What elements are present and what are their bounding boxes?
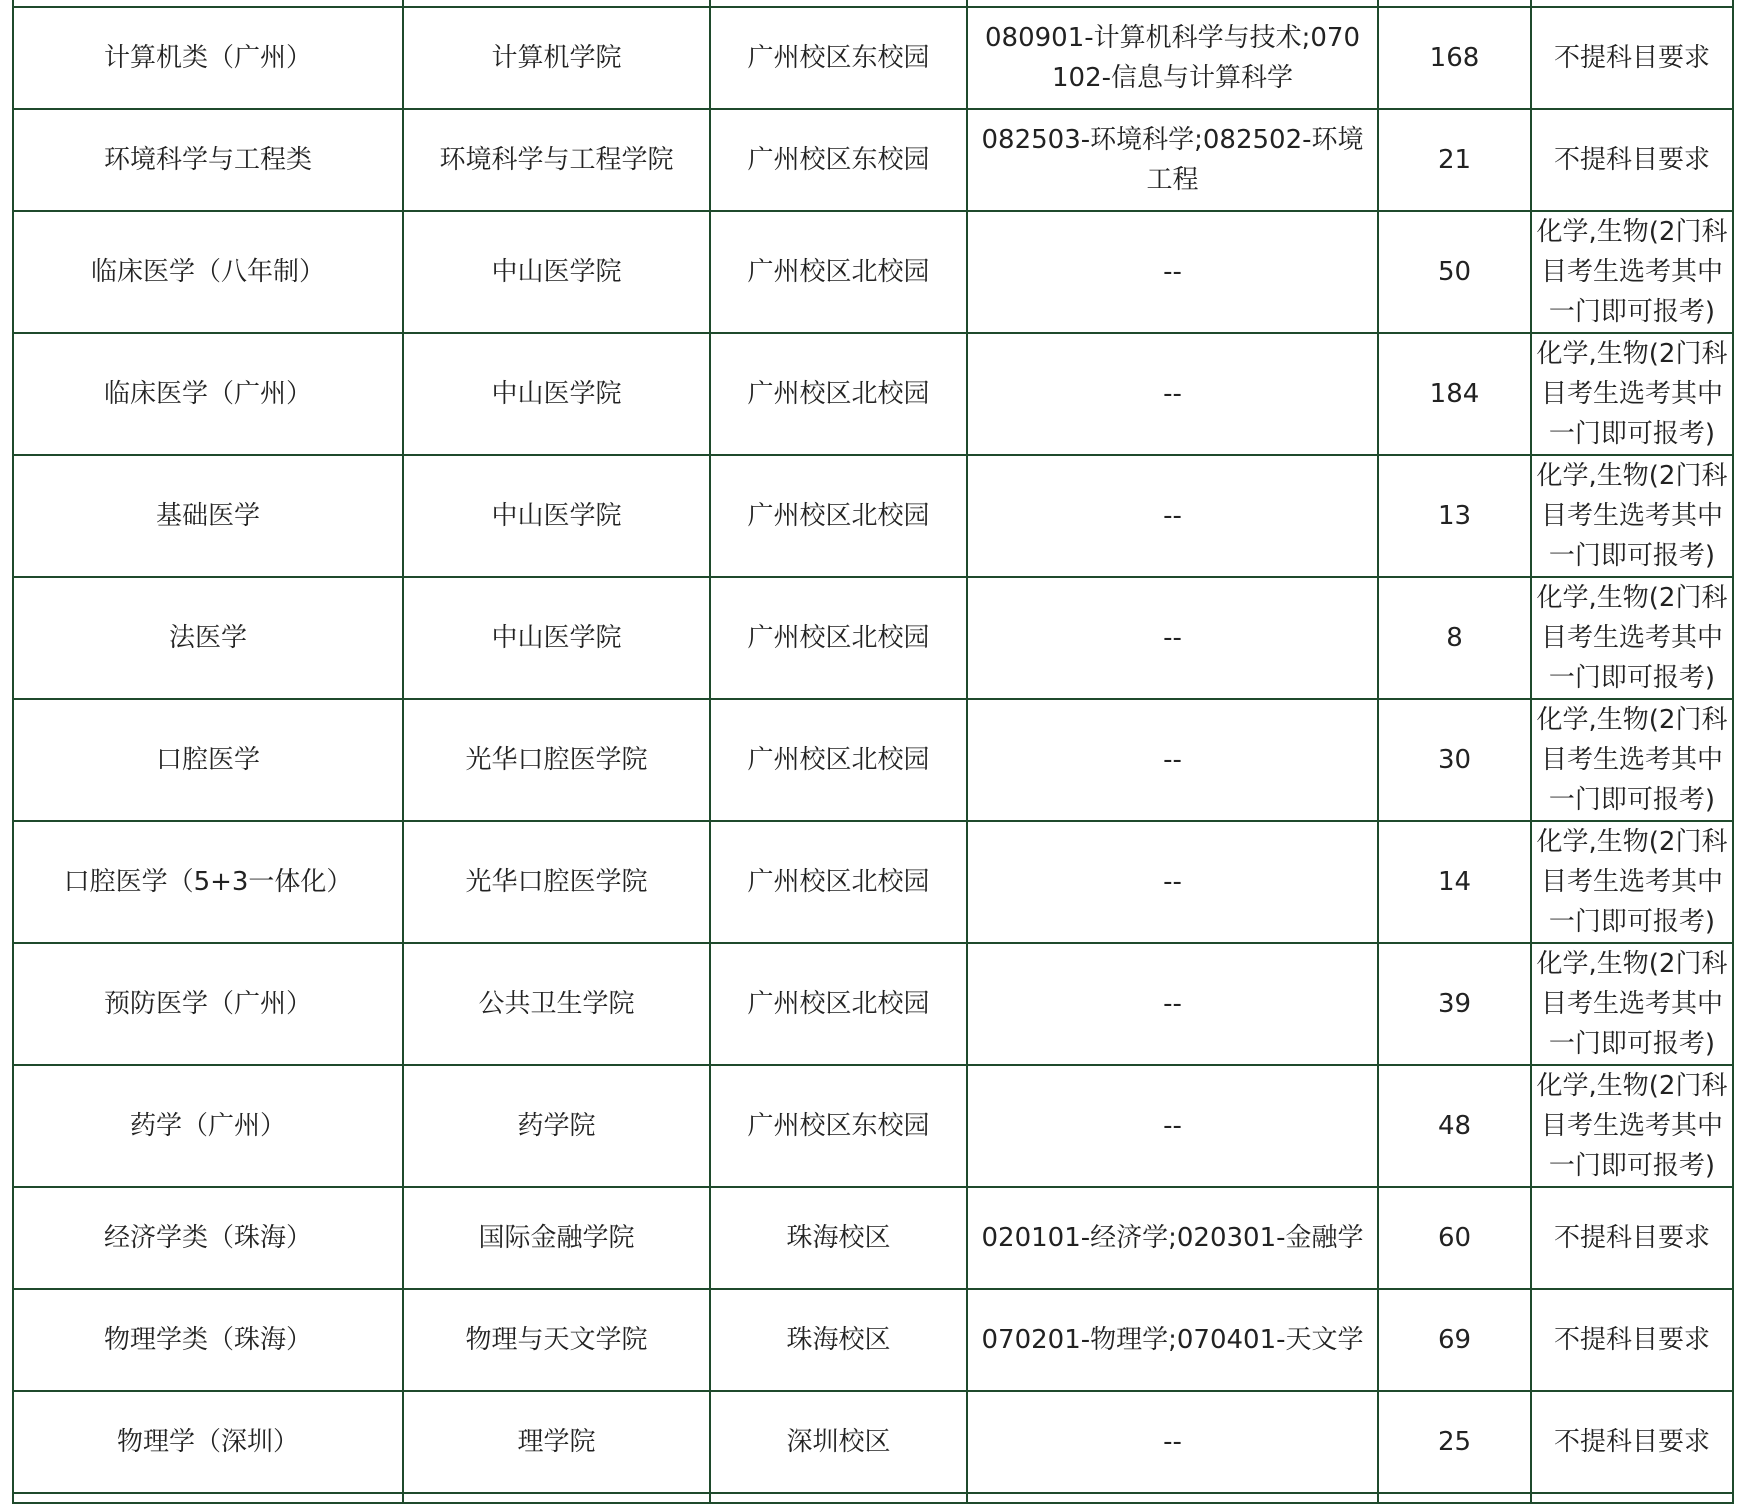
- school-cell: 光华口腔医学院: [403, 699, 710, 821]
- table-row: [13, 211, 1733, 333]
- campus-cell: 珠海校区: [710, 1289, 967, 1391]
- table-cell: [1531, 0, 1733, 7]
- school-cell: 光华口腔医学院: [403, 821, 710, 943]
- subject-requirement-cell: 化学,生物(2门科目考生选考其中一门即可报考): [1531, 1065, 1733, 1187]
- quota-cell: 184: [1378, 333, 1531, 455]
- subject-requirement-cell: 化学,生物(2门科目考生选考其中一门即可报考): [1531, 821, 1733, 943]
- subject-requirement-cell: 化学,生物(2门科目考生选考其中一门即可报考): [1531, 455, 1733, 577]
- program-name-cell: 临床医学（广州）: [13, 333, 403, 455]
- program-name-cell: 环境科学与工程类: [13, 109, 403, 211]
- subject-requirement-cell: 不提科目要求: [1531, 1289, 1733, 1391]
- subject-requirement-cell: 不提科目要求: [1531, 1391, 1733, 1493]
- campus-cell: 广州校区北校园: [710, 699, 967, 821]
- majors-cell: 020101-经济学;020301-金融学: [967, 1187, 1378, 1289]
- table-row: [13, 821, 1733, 943]
- campus-cell: 广州校区东校园: [710, 7, 967, 109]
- table-row-partial-top: [13, 0, 1733, 7]
- table-row: [13, 1065, 1733, 1187]
- subject-requirement-cell: 化学,生物(2门科目考生选考其中一门即可报考): [1531, 577, 1733, 699]
- table-cell: [403, 0, 710, 7]
- table-row: [13, 109, 1733, 211]
- table-row: [13, 7, 1733, 109]
- quota-cell: 39: [1378, 943, 1531, 1065]
- quota-cell: 30: [1378, 699, 1531, 821]
- school-cell: 药学院: [403, 1065, 710, 1187]
- admissions-table: [12, 0, 1734, 1504]
- table-row: [13, 1289, 1733, 1391]
- school-cell: 中山医学院: [403, 333, 710, 455]
- majors-cell: 070201-物理学;070401-天文学: [967, 1289, 1378, 1391]
- quota-cell: 60: [1378, 1187, 1531, 1289]
- table-row: [13, 455, 1733, 577]
- majors-cell: --: [967, 211, 1378, 333]
- subject-requirement-cell: 化学,生物(2门科目考生选考其中一门即可报考): [1531, 333, 1733, 455]
- majors-cell: --: [967, 821, 1378, 943]
- school-cell: 物理与天文学院: [403, 1289, 710, 1391]
- subject-requirement-cell: 不提科目要求: [1531, 1187, 1733, 1289]
- program-name-cell: 药学（广州）: [13, 1065, 403, 1187]
- campus-cell: 深圳校区: [710, 1391, 967, 1493]
- majors-cell: 080901-计算机科学与技术;070102-信息与计算科学: [967, 7, 1378, 109]
- school-cell: 理学院: [403, 1391, 710, 1493]
- table-cell: [13, 0, 403, 7]
- table-row-partial-bottom: [13, 1493, 1733, 1503]
- majors-cell: --: [967, 943, 1378, 1065]
- table-body: [13, 0, 1733, 1503]
- program-name-cell: 口腔医学（5+3一体化）: [13, 821, 403, 943]
- admissions-table-container: [12, 0, 1732, 1504]
- program-name-cell: 计算机类（广州）: [13, 7, 403, 109]
- table-cell: [967, 0, 1378, 7]
- campus-cell: 广州校区北校园: [710, 211, 967, 333]
- quota-cell: 14: [1378, 821, 1531, 943]
- table-cell: [1531, 1493, 1733, 1503]
- table-row: [13, 699, 1733, 821]
- quota-cell: 50: [1378, 211, 1531, 333]
- majors-cell: --: [967, 455, 1378, 577]
- quota-cell: 48: [1378, 1065, 1531, 1187]
- table-row: [13, 577, 1733, 699]
- table-cell: [710, 0, 967, 7]
- program-name-cell: 基础医学: [13, 455, 403, 577]
- table-cell: [13, 1493, 403, 1503]
- table-cell: [710, 1493, 967, 1503]
- quota-cell: 8: [1378, 577, 1531, 699]
- majors-cell: --: [967, 577, 1378, 699]
- table-cell: [1378, 1493, 1531, 1503]
- school-cell: 中山医学院: [403, 577, 710, 699]
- majors-cell: --: [967, 1391, 1378, 1493]
- table-row: [13, 1187, 1733, 1289]
- campus-cell: 珠海校区: [710, 1187, 967, 1289]
- program-name-cell: 物理学类（珠海）: [13, 1289, 403, 1391]
- campus-cell: 广州校区北校园: [710, 821, 967, 943]
- campus-cell: 广州校区北校园: [710, 333, 967, 455]
- campus-cell: 广州校区北校园: [710, 943, 967, 1065]
- majors-cell: --: [967, 333, 1378, 455]
- table-cell: [967, 1493, 1378, 1503]
- table-row: [13, 333, 1733, 455]
- subject-requirement-cell: 不提科目要求: [1531, 109, 1733, 211]
- school-cell: 中山医学院: [403, 211, 710, 333]
- table-cell: [1378, 0, 1531, 7]
- quota-cell: 25: [1378, 1391, 1531, 1493]
- school-cell: 国际金融学院: [403, 1187, 710, 1289]
- program-name-cell: 预防医学（广州）: [13, 943, 403, 1065]
- campus-cell: 广州校区北校园: [710, 455, 967, 577]
- subject-requirement-cell: 化学,生物(2门科目考生选考其中一门即可报考): [1531, 943, 1733, 1065]
- quota-cell: 168: [1378, 7, 1531, 109]
- quota-cell: 69: [1378, 1289, 1531, 1391]
- majors-cell: --: [967, 699, 1378, 821]
- subject-requirement-cell: 化学,生物(2门科目考生选考其中一门即可报考): [1531, 699, 1733, 821]
- subject-requirement-cell: 化学,生物(2门科目考生选考其中一门即可报考): [1531, 211, 1733, 333]
- program-name-cell: 物理学（深圳）: [13, 1391, 403, 1493]
- table-row: [13, 1391, 1733, 1493]
- school-cell: 公共卫生学院: [403, 943, 710, 1065]
- campus-cell: 广州校区北校园: [710, 577, 967, 699]
- school-cell: 环境科学与工程学院: [403, 109, 710, 211]
- quota-cell: 21: [1378, 109, 1531, 211]
- subject-requirement-cell: 不提科目要求: [1531, 7, 1733, 109]
- program-name-cell: 法医学: [13, 577, 403, 699]
- campus-cell: 广州校区东校园: [710, 1065, 967, 1187]
- program-name-cell: 口腔医学: [13, 699, 403, 821]
- quota-cell: 13: [1378, 455, 1531, 577]
- program-name-cell: 经济学类（珠海）: [13, 1187, 403, 1289]
- campus-cell: 广州校区东校园: [710, 109, 967, 211]
- school-cell: 中山医学院: [403, 455, 710, 577]
- program-name-cell: 临床医学（八年制）: [13, 211, 403, 333]
- table-row: [13, 943, 1733, 1065]
- majors-cell: 082503-环境科学;082502-环境工程: [967, 109, 1378, 211]
- table-cell: [403, 1493, 710, 1503]
- school-cell: 计算机学院: [403, 7, 710, 109]
- majors-cell: --: [967, 1065, 1378, 1187]
